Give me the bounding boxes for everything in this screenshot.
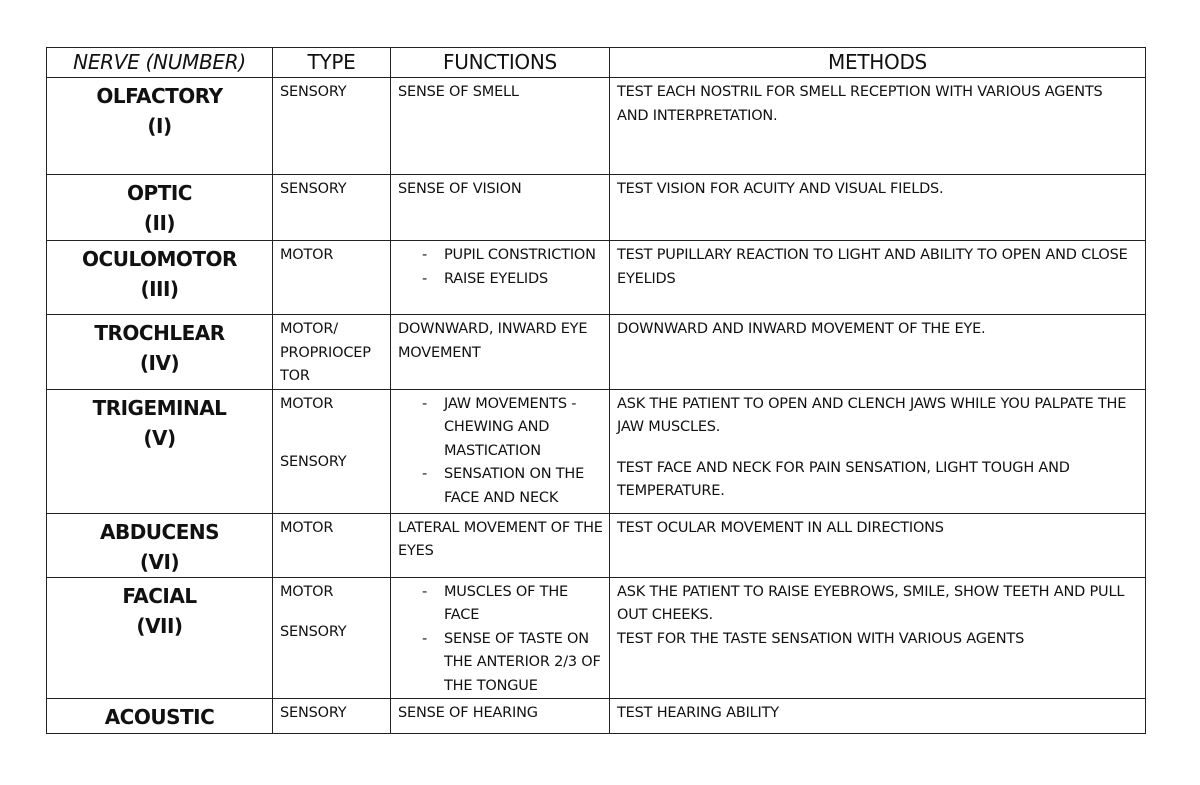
list-item: - RAISE EYELIDS: [444, 268, 605, 292]
method-cell: DOWNWARD AND INWARD MOVEMENT OF THE EYE.: [610, 315, 1146, 390]
function-list: [398, 244, 605, 291]
table-row: [47, 241, 1146, 315]
nerve-cell: [47, 315, 273, 390]
nerve-name: OCULOMOTOR: [82, 247, 237, 271]
table-row: [47, 577, 1146, 699]
list-item: - SENSE OF TASTE ON THE ANTERIOR 2/3 OF THE TONGUE: [444, 628, 605, 699]
method-cell: [610, 389, 1146, 513]
type-cell: MOTOR/ PROPRIOCEP TOR: [273, 315, 391, 390]
header-methods: METHODS: [610, 48, 1146, 78]
list-item: - JAW MOVEMENTS - CHEWING AND MASTICATION: [444, 393, 605, 464]
function-cell: SENSE OF HEARING: [391, 699, 610, 734]
nerve-cell: [47, 699, 273, 734]
nerve-name: ACOUSTIC: [104, 705, 215, 729]
type-cell: [273, 577, 391, 699]
type-cell: [273, 389, 391, 513]
function-cell: [391, 389, 610, 513]
table-row: [47, 315, 1146, 390]
nerve-name: OLFACTORY: [96, 84, 223, 108]
method-cell: [610, 577, 1146, 699]
type-cell: MOTOR: [273, 513, 391, 577]
nerve-cell: [47, 577, 273, 699]
function-cell: LATERAL MOVEMENT OF THE EYES: [391, 513, 610, 577]
type-sensory: SENSORY: [280, 624, 347, 640]
table-row: [47, 78, 1146, 175]
method-text: ASK THE PATIENT TO RAISE EYEBROWS, SMILE, SHOW TEETH AND PULL OUT CHEEKS.: [617, 583, 1125, 623]
table-row: [47, 513, 1146, 577]
nerve-name: TROCHLEAR: [94, 321, 225, 345]
function-cell: SENSE OF VISION: [391, 175, 610, 241]
function-list: [398, 393, 605, 511]
nerve-cell: [47, 241, 273, 315]
type-cell: SENSORY: [273, 78, 391, 175]
function-cell: [391, 241, 610, 315]
list-item: - PUPIL CONSTRICTION: [444, 244, 605, 268]
header-nerve: NERVE (NUMBER): [47, 48, 273, 78]
nerve-name: ABDUCENS: [99, 519, 220, 544]
method-cell: TEST PUPILLARY REACTION TO LIGHT AND ABILITY TO OPEN AND CLOSE EYELIDS: [610, 241, 1146, 315]
nerve-number: (III): [140, 277, 179, 301]
type-motor: MOTOR: [280, 395, 334, 412]
cranial-nerves-table: [46, 47, 1146, 734]
nerve-number: (VII): [136, 613, 183, 638]
nerve-number: (VI): [139, 549, 180, 574]
nerve-name: OPTIC: [127, 181, 192, 205]
function-cell: [391, 577, 610, 699]
type-motor: MOTOR: [280, 583, 334, 600]
header-functions: FUNCTIONS: [391, 48, 610, 78]
nerve-number: (I): [147, 114, 172, 138]
table-row: [47, 389, 1146, 513]
nerve-name: TRIGEMINAL: [92, 395, 227, 420]
nerve-cell: [47, 513, 273, 577]
nerve-number: (V): [143, 425, 176, 450]
method-text-2: TEST FACE AND NECK FOR PAIN SENSATION, LIGHT TOUGH AND TEMPERATURE.: [617, 459, 1070, 499]
type-cell: SENSORY: [273, 699, 391, 734]
method-text: ASK THE PATIENT TO OPEN AND CLENCH JAWS WHILE YOU PALPATE THE JAW MUSCLES.: [617, 395, 1127, 435]
table-row: [47, 699, 1146, 734]
nerve-cell: [47, 175, 273, 241]
nerve-number: (II): [143, 211, 176, 235]
table-header-row: [47, 48, 1146, 78]
function-list: [398, 581, 605, 699]
nerve-cell: [47, 78, 273, 175]
header-type: TYPE: [273, 48, 391, 78]
method-cell: TEST OCULAR MOVEMENT IN ALL DIRECTIONS: [610, 513, 1146, 577]
list-item: - SENSATION ON THE FACE AND NECK: [444, 463, 605, 510]
method-cell: TEST VISION FOR ACUITY AND VISUAL FIELDS.: [610, 175, 1146, 241]
nerve-cell: [47, 389, 273, 513]
type-cell: SENSORY: [273, 175, 391, 241]
table-row: [47, 175, 1146, 241]
list-item: - MUSCLES OF THE FACE: [444, 581, 605, 628]
method-text-2: TEST FOR THE TASTE SENSATION WITH VARIOUS AGENTS: [617, 630, 1025, 647]
nerve-number: (IV): [139, 351, 180, 375]
function-cell: SENSE OF SMELL: [391, 78, 610, 175]
nerve-name: FACIAL: [122, 583, 197, 608]
function-cell: DOWNWARD, INWARD EYE MOVEMENT: [391, 315, 610, 390]
type-sensory: SENSORY: [280, 454, 347, 470]
method-cell: TEST HEARING ABILITY: [610, 699, 1146, 734]
type-cell: MOTOR: [273, 241, 391, 315]
method-cell: TEST EACH NOSTRIL FOR SMELL RECEPTION WITH VARIOUS AGENTS AND INTERPRETATION.: [610, 78, 1146, 175]
